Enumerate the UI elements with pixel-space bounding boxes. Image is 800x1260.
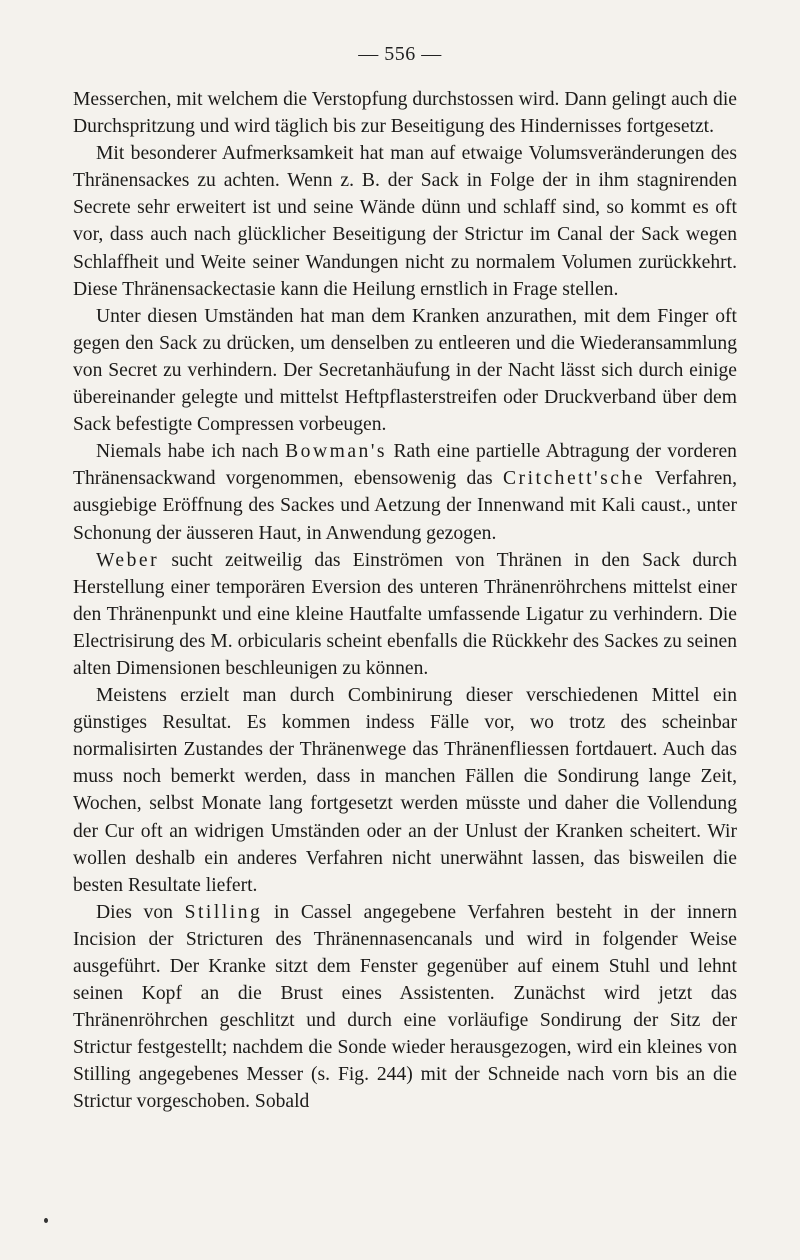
author-name-critchett: Critchett'sche [502, 468, 645, 490]
page-number: — 556 — [358, 43, 442, 65]
body-text [73, 86, 737, 1116]
paragraph-1: Messerchen, mit welchem die Verstopfung durchstossen wird. Dann gelingt auch die Durchspritzung und wird täglich bis zur Beseitigung des Hindernisses fortgesetzt. [73, 89, 737, 138]
paragraph-7-text-b: in Cassel angegebene Verfahren besteht in der innern Incision der Stricturen des Thränennasencanals und wird in folgender Weise ausgeführt. Der Kranke sitzt dem Fenster gegenüber auf einem Stuhl und lehnt seinen Kopf an die Brust eines Assistenten. Zunächst wird jetzt das Thränenröhrchen geschlitzt und durch eine vorläufige Sondirung der Sitz der Strictur festgestellt; nachdem die Sonde wieder herausgezogen, wird ein kleines von Stilling angegebenes Messer (s. Fig. 244) mit der Schneide nach vorn bis an die Strictur vorgeschoben. Sobald [73, 901, 737, 1113]
paragraph-4-text-c: Verfahren, ausgiebige Eröffnung des Sackes und Aetzung der Innenwand mit Kali caust., unter Schonung der äusseren Haut, in Anwendung gezogen. [73, 468, 737, 544]
paragraph-2: Mit besonderer Aufmerksamkeit hat man auf etwaige Volumsveränderungen des Thränensackes zu achten. Wenn z. B. der Sack in Folge der in ihm stagnirenden Secrete sehr erweitert ist und seine Wände dünn und schlaff sind, so kommt es oft vor, dass auch nach glücklicher Beseitigung der Strictur im Canal der Sack wegen Schlaffheit und Weite seiner Wandungen nicht zu normalem Volumen zurückkehrt. Diese Thränensackectasie kann die Heilung ernstlich in Frage stellen. [73, 143, 737, 300]
paragraph-7-text-a: Dies von [96, 901, 185, 923]
ink-speck [44, 1218, 48, 1223]
paragraph-4 [73, 438, 737, 546]
paragraph-5-text: sucht zeitweilig das Einströmen von Thränen in den Sack durch Herstellung einer temporären Eversion des unteren Thränenröhrchens mittelst einer den Thränenpunkt und eine kleine Hautfalte umfassende Ligatur zu verhindern. Die Electrisirung des M. orbicularis scheint ebenfalls die Rückkehr des Sackes zu seinen alten Dimensionen beschleunigen zu können. [73, 549, 737, 679]
paragraph-4-text-b: Rath eine partielle Abtragung der vorderen Thränensackwand vorgenommen, ebensowenig das [73, 441, 737, 490]
author-name-stilling: Stilling [184, 901, 263, 923]
paragraph-5 [73, 547, 737, 682]
paragraph-6: Meistens erzielt man durch Combinirung dieser verschiedenen Mittel ein günstiges Resultat. Es kommen indess Fälle vor, wo trotz des scheinbar normalisirten Zustandes der Thränenwege das Thränenfliessen fortdauert. Auch das muss noch bemerkt werden, dass in manchen Fällen die Sondirung lange Zeit, Wochen, selbst Monate lang fortgesetzt werden müsste und daher die Vollendung der Cur oft an widrigen Umständen oder an der Unlust der Kranken scheitert. Wir wollen deshalb ein anderes Verfahren nicht unerwähnt lassen, das bisweilen die besten Resultate liefert. [73, 685, 737, 896]
paragraph-3: Unter diesen Umständen hat man dem Kranken anzurathen, mit dem Finger oft gegen den Sack zu drücken, um denselben zu entleeren und die Wiederansammlung von Secret zu verhindern. Der Secretanhäufung in der Nacht lässt sich durch einige übereinander gelegte und mittelst Heftpflasterstreifen oder Druckverband über dem Sack befestigte Compressen vorbeugen. [73, 305, 737, 436]
author-name-weber: Weber [96, 549, 160, 571]
author-name-bowman: Bowman's [285, 441, 387, 463]
paragraph-7 [73, 899, 737, 1116]
paragraph-4-text-a: Niemals habe ich nach [96, 441, 286, 463]
